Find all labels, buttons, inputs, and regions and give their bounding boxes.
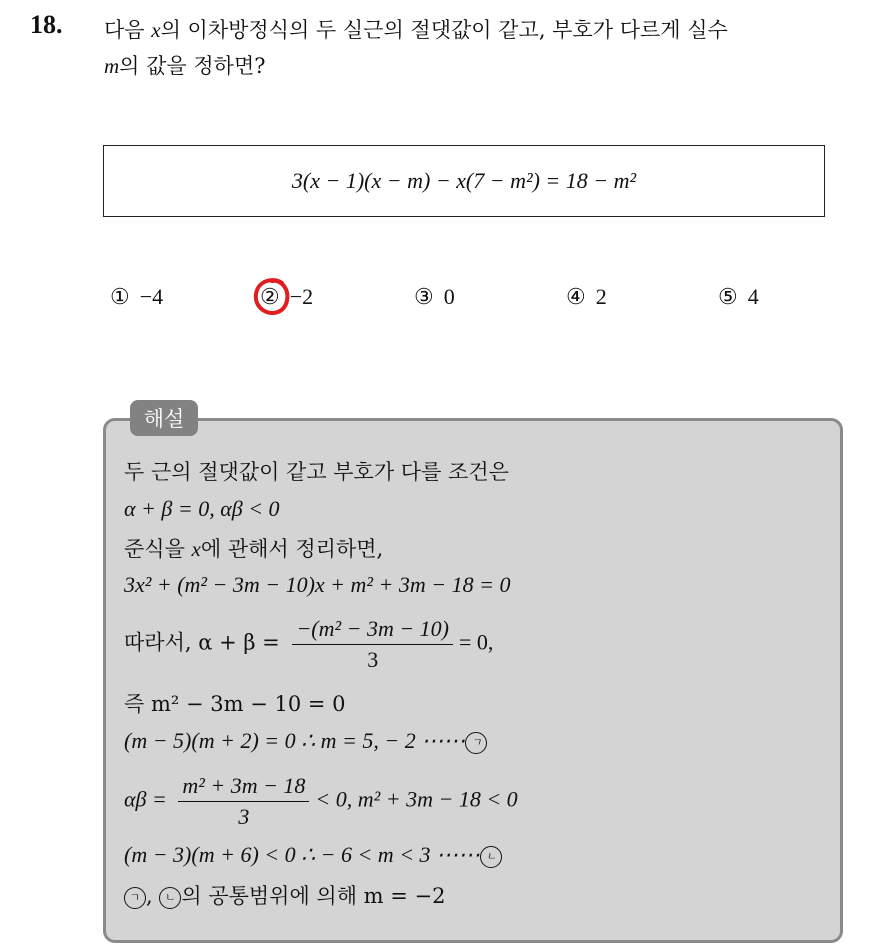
variable-x: x	[191, 537, 201, 561]
circled-nieun-icon: ㄴ	[480, 846, 502, 868]
answer-circle-icon	[252, 276, 292, 318]
choice-value: −2	[289, 284, 314, 309]
solution-line-4: 3x² + (m² − 3m − 10)x + m² + 3m − 18 = 0	[124, 572, 511, 597]
solution-text: (m − 5)(m + 2) = 0 ∴ m = 5, − 2 ⋯⋯	[124, 728, 466, 753]
choice-mark: ⑤	[718, 284, 738, 309]
choice-value: −4	[139, 284, 164, 309]
question-text	[104, 12, 874, 84]
solution-line-6: 즉 m² − 3m − 10 = 0	[124, 692, 346, 716]
solution-text: 따라서, α + β =	[124, 630, 287, 655]
circled-nieun-icon: ㄴ	[159, 887, 181, 909]
solution-line-10: ㄱ , ㄴ 의 공통범위에 의해 m = −2	[124, 880, 446, 910]
choice-mark: ④	[566, 284, 586, 309]
solution-line-1: 두 근의 절댓값이 같고 부호가 다를 조건은	[124, 460, 509, 484]
variable-m: m	[104, 54, 120, 78]
question-text-part: 의 이차방정식의 두 실근의 절댓값이 같고, 부호가 다르게 실수	[160, 18, 728, 42]
choice-value: 2	[595, 284, 607, 309]
variable-x: x	[151, 18, 161, 42]
question-text-part: 의 값을 정하면?	[119, 54, 266, 78]
fraction-numerator: −(m² − 3m − 10)	[292, 616, 453, 645]
fraction-numerator: m² + 3m − 18	[178, 773, 309, 802]
solution-line-3	[124, 533, 383, 563]
solution-text: = 0,	[459, 629, 494, 655]
solution-text: 에 관해서 정리하면,	[200, 537, 384, 561]
solution-text: (m − 3)(m + 6) < 0 ∴ − 6 < m < 3 ⋯⋯	[124, 842, 481, 867]
solution-line-9	[124, 842, 502, 868]
solution-text: αβ =	[124, 786, 173, 812]
fraction-denominator: 3	[367, 647, 379, 672]
choice-5[interactable]	[718, 284, 759, 310]
circled-giyeok-icon: ㄱ	[465, 732, 487, 754]
solution-text: < 0, m² + 3m − 18 < 0	[315, 786, 518, 812]
equation: 3(x − 1)(x − m) − x(7 − m²) = 18 − m²	[291, 168, 637, 193]
solution-line-2: α + β = 0, αβ < 0	[124, 496, 280, 521]
choice-mark: ③	[414, 284, 434, 309]
circled-giyeok-icon: ㄱ	[124, 887, 146, 909]
solution-line-8	[124, 773, 518, 830]
question-text-part: 다음	[104, 18, 152, 42]
choice-3[interactable]	[414, 284, 455, 310]
solution-text: 준식을	[124, 537, 192, 561]
fraction	[292, 616, 453, 673]
choice-value: 4	[747, 284, 759, 309]
solution-line-5	[124, 616, 493, 673]
choice-mark: ②	[260, 284, 280, 309]
fraction-denominator: 3	[238, 804, 250, 829]
choice-value: 0	[443, 284, 455, 309]
solution-tag: 해설	[130, 400, 198, 436]
choice-mark: ①	[110, 284, 130, 309]
choice-1[interactable]	[110, 284, 163, 310]
equation-box	[103, 145, 825, 217]
solution-line-7	[124, 728, 487, 754]
solution-text: 의 공통범위에 의해 m = −2	[181, 884, 446, 908]
fraction	[178, 773, 309, 830]
choice-4[interactable]	[566, 284, 607, 310]
question-number: 18.	[30, 10, 63, 39]
